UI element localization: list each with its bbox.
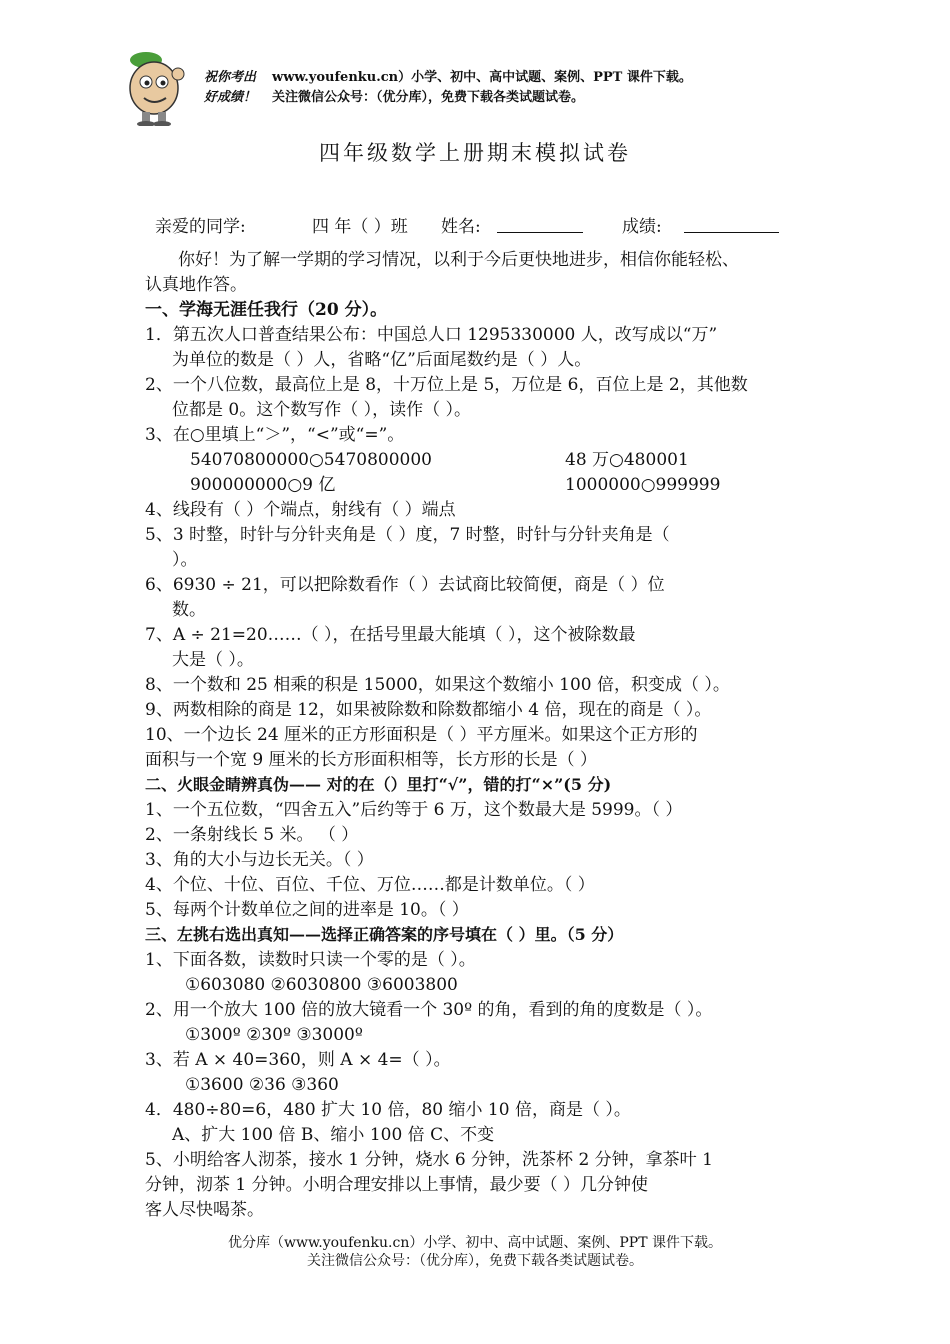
compare-item: 900000000○9 亿 xyxy=(190,475,336,495)
section-3-title: 三、左挑右选出真知——选择正确答案的序号填在（ ）里。（5 分） xyxy=(145,925,624,944)
section-2-title: 二、火眼金睛辨真伪—— 对的在（）里打“√”，错的打“×”(5 分) xyxy=(145,775,612,794)
name-input[interactable] xyxy=(497,214,583,233)
slogan-line-1: 祝你考出 xyxy=(204,70,257,85)
question-line: 7、A ÷ 21=20……（ ），在括号里最大能填（ ），这个被除数最 xyxy=(145,625,636,645)
question-line: 6、6930 ÷ 21，可以把除数看作（ ）去试商比较简便，商是（ ）位 xyxy=(145,575,665,595)
question-line: 1、一个五位数，“四舍五入”后约等于 6 万，这个数最大是 5999。（ ） xyxy=(145,800,683,820)
header-wechat-line: 关注微信公众号：（优分库），免费下载各类试题试卷。 xyxy=(272,90,585,105)
question-line: 5、每两个计数单位之间的进率是 10。（ ） xyxy=(145,900,469,920)
question-line: 5、3 时整，时针与分针夹角是（ ）度，7 时整，时针与分针夹角是（ xyxy=(145,525,670,545)
question-line: 数。 xyxy=(172,600,206,620)
question-line: 面积与一个宽 9 厘米的长方形面积相等，长方形的长是（ ） xyxy=(145,750,598,770)
slogan-line-2: 好成绩！ xyxy=(204,90,257,105)
question-line: 1、下面各数，读数时只读一个零的是（ ）。 xyxy=(145,950,476,970)
mascot-logo xyxy=(120,46,200,126)
compare-item: 1000000○999999 xyxy=(565,475,721,495)
footer-line-2: 关注微信公众号：（优分库），免费下载各类试题试卷。 xyxy=(307,1253,643,1269)
question-line: 大是（ ）。 xyxy=(172,650,254,670)
intro-line: 认真地作答。 xyxy=(145,275,247,295)
choice-options: ①3600 ②36 ③360 xyxy=(185,1075,339,1095)
question-line: 3、若 A × 40=360，则 A × 4=（ ）。 xyxy=(145,1050,451,1070)
compare-item: 54070800000○5470800000 xyxy=(190,450,432,470)
question-line: 8、一个数和 25 相乘的积是 15000，如果这个数缩小 100 倍，积变成（ ）。 xyxy=(145,675,730,695)
question-line: 1．第五次人口普查结果公布：中国总人口 1295330000 人，改写成以“万” xyxy=(145,325,718,345)
class-field: 四 年（ ）班 xyxy=(312,217,408,237)
header-site-line: www.youfenku.cn）小学、初中、高中试题、案例、PPT 课件下载。 xyxy=(272,70,692,85)
question-line: 分钟，沏茶 1 分钟。小明合理安排以上事情，最少要（ ）几分钟使 xyxy=(145,1175,649,1195)
page-title: 四年级数学上册期末模拟试卷 xyxy=(319,141,631,165)
choice-options: ①603080 ②6030800 ③6003800 xyxy=(185,975,458,995)
greeting: 亲爱的同学: xyxy=(155,217,246,237)
question-line: 2、一条射线长 5 米。 （ ） xyxy=(145,825,359,845)
question-line: 客人尽快喝茶。 xyxy=(145,1200,264,1220)
question-line: 3、在○里填上“＞”，“<”或“=”。 xyxy=(145,425,405,445)
question-line: ）。 xyxy=(172,550,198,570)
question-line: 5、小明给客人沏茶，接水 1 分钟，烧水 6 分钟，洗茶杯 2 分钟，拿茶叶 1 xyxy=(145,1150,713,1170)
question-line: 10、一个边长 24 厘米的正方形面积是（ ）平方厘米。如果这个正方形的 xyxy=(145,725,698,745)
choice-options: ①300º ②30º ③3000º xyxy=(185,1025,363,1045)
name-label: 姓名: xyxy=(441,217,481,237)
intro-line: 你好！为了解一学期的学习情况，以利于今后更快地进步，相信你能轻松、 xyxy=(178,250,739,270)
question-line: 4．480÷80=6，480 扩大 10 倍，80 缩小 10 倍，商是（ ）。 xyxy=(145,1100,631,1120)
question-line: 2、用一个放大 100 倍的放大镜看一个 30º 的角，看到的角的度数是（ ）。 xyxy=(145,1000,713,1020)
question-line: 位都是 0。这个数写作（ ），读作（ ）。 xyxy=(172,400,472,420)
question-line: 9、两数相除的商是 12，如果被除数和除数都缩小 4 倍，现在的商是（ ）。 xyxy=(145,700,712,720)
question-line: 为单位的数是（ ）人，省略“亿”后面尾数约是（ ）人。 xyxy=(172,350,592,370)
choice-options: A、扩大 100 倍 B、缩小 100 倍 C、不变 xyxy=(172,1125,495,1145)
question-line: 2、一个八位数，最高位上是 8，十万位上是 5，万位是 6，百位上是 2，其他数 xyxy=(145,375,748,395)
section-1-title: 一、学海无涯任我行（20 分）。 xyxy=(145,300,388,320)
question-line: 4、线段有（ ）个端点，射线有（ ）端点 xyxy=(145,500,456,520)
footer-line-1: 优分库（www.youfenku.cn）小学、初中、高中试题、案例、PPT 课件下载。 xyxy=(227,1235,722,1251)
score-input[interactable] xyxy=(684,214,779,233)
compare-item: 48 万○480001 xyxy=(565,450,689,470)
score-label: 成绩: xyxy=(622,217,662,237)
question-line: 3、角的大小与边长无关。（ ） xyxy=(145,850,374,870)
question-line: 4、个位、十位、百位、千位、万位……都是计数单位。（ ） xyxy=(145,875,595,895)
